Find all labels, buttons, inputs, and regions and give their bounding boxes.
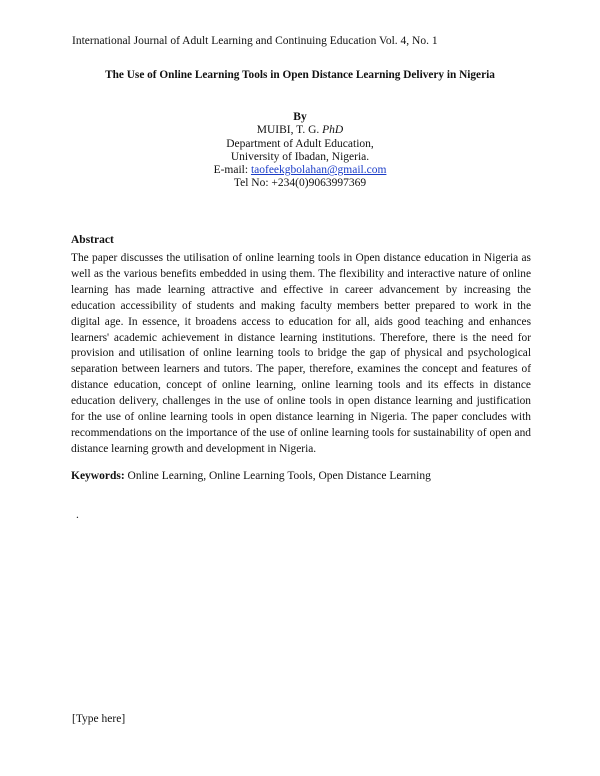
author-email-line (0, 164, 600, 177)
author-name-line (0, 124, 600, 137)
keywords-list: Online Learning, Online Learning Tools, Open Distance Learning (127, 470, 431, 482)
author-degree: PhD (322, 124, 344, 137)
journal-running-header: International Journal of Adult Learning and Continuing Education Vol. 4, No. 1 (72, 35, 438, 47)
author-department: Department of Adult Education, (226, 137, 374, 150)
keywords-line (71, 470, 431, 482)
email-label: E-mail: (213, 164, 249, 177)
abstract-body: The paper discusses the utilisation of online learning tools in Open distance education in Nigeria as well as the various benefits embedded in using them. The flexibility and interactive nature of online learning has made learning attractive and effective in career advancement by increasing the education accessibility of students and making faculty members better prepared to work in the digital age. In essence, it broadens access to education for all, aids good teaching and enhances learners' academic achievement in distance learning institutions. Therefore, there is the need for provision and utilisation of online learning tools to bridge the gap of physical and psychological separation between learners and tutors. The paper, therefore, examines the concept and features of distance education, concept of online learning, online learning tools and its effects in distance education delivery, challenges in the use of online tools in open distance learning and justification for the use of online learning tools in open distance learning in Nigeria. The paper concludes with recommendations on the importance of the use of online learning tools for sustainability of open and distance learning growth and development in Nigeria. (71, 252, 531, 455)
author-name: MUIBI, T. G. (256, 124, 320, 137)
author-block (0, 111, 600, 191)
footer-placeholder: [Type here] (72, 713, 126, 725)
author-phone: Tel No: +234(0)9063997369 (233, 177, 367, 190)
author-institution: University of Ibadan, Nigeria. (230, 150, 370, 163)
keywords-label: Keywords: (71, 470, 125, 482)
abstract-heading: Abstract (71, 234, 114, 246)
by-label: By (293, 111, 307, 123)
email-link[interactable]: taofeekgbolahan@gmail.com (250, 164, 387, 177)
paper-title: The Use of Online Learning Tools in Open Distance Learning Delivery in Nigeria (105, 69, 495, 81)
stray-mark: . (76, 509, 79, 521)
